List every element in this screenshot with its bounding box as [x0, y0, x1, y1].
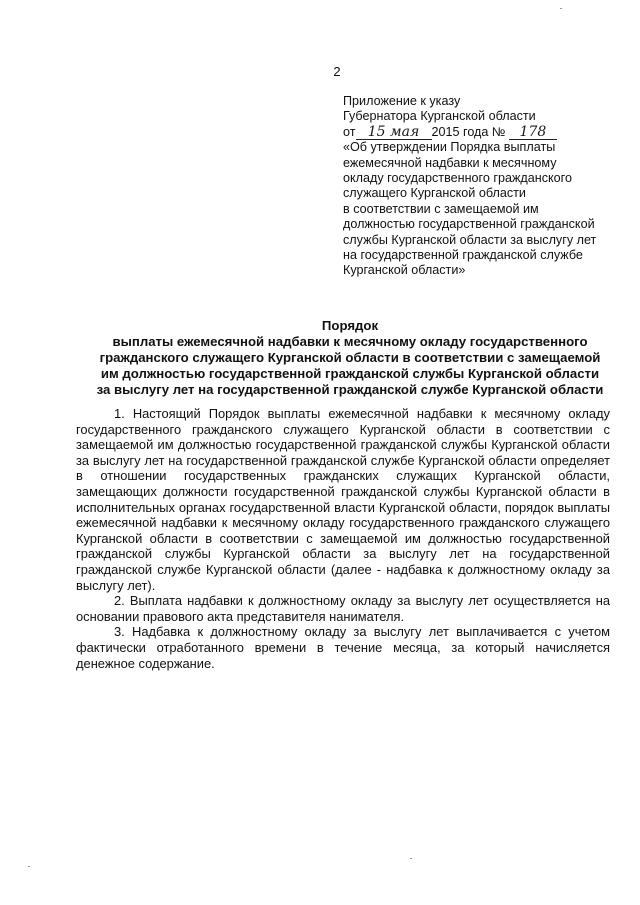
- appendix-title-line: должностью государственной гражданской: [343, 217, 595, 232]
- paragraph-3: 3. Надбавка к должностному окладу за выслугу лет выплачивается с учетом фактически отработанного времени в течение месяца, за который начисляется денежное содержание.: [76, 624, 610, 671]
- date-suffix: 2015 года №: [431, 124, 506, 139]
- date-prefix: от: [343, 124, 356, 139]
- document-body: [76, 406, 610, 671]
- page-number: 2: [333, 64, 341, 79]
- handwritten-date: 15 мая: [356, 126, 432, 140]
- scan-speck: [410, 858, 412, 859]
- appendix-title-line: в соответствии с замещаемой им: [343, 201, 539, 216]
- scan-speck: [560, 8, 562, 9]
- appendix-block: [343, 94, 623, 279]
- appendix-title-line: на государственной гражданской службе: [343, 248, 583, 263]
- handwritten-number: 178: [509, 126, 557, 140]
- document-heading: [60, 318, 640, 398]
- paragraph-2: 2. Выплата надбавки к должностному окладу за выслугу лет осуществляется на основании правового акта представителя нанимателя.: [76, 593, 610, 624]
- scan-speck: [28, 866, 30, 867]
- appendix-line: Приложение к указу: [343, 94, 461, 108]
- heading-line: выплаты ежемесячной надбавки к месячному окладу государственного: [112, 334, 588, 349]
- appendix-date-line: [343, 125, 623, 140]
- heading-title: Порядок: [321, 318, 379, 333]
- appendix-title-line: окладу государственного гражданского: [343, 171, 572, 186]
- heading-line: им должностью государственной гражданской службы Курганской области: [100, 366, 600, 381]
- appendix-title-line: Курганской области»: [343, 263, 466, 278]
- heading-line: за выслугу лет на государственной гражданской службе Курганской области: [96, 382, 604, 397]
- appendix-line: Губернатора Курганской области: [343, 109, 536, 124]
- heading-line: гражданского служащего Курганской области в соответствии с замещаемой: [99, 350, 601, 365]
- paragraph-1: 1. Настоящий Порядок выплаты ежемесячной надбавки к месячному окладу государственного гражданского служащего Курганской области в соответствии с замещаемой им должностью государственной гражданской службы Курганской области за выслугу лет на государственной гражданской службе Курганской области определяет в отношении государственных гражданских служащих Курганской области, замещающих должности государственной гражданской службы Курганской области в исполнительных органах государственной власти Курганской области, порядок выплаты ежемесячной надбавки к месячному окладу государственного гражданского служащего Курганской области в соответствии с замещаемой им должностью государственной гражданской службы Курганской области за выслугу лет на государственной гражданской службе Курганской области (далее - надбавка к должностному окладу за выслугу лет).: [76, 406, 610, 593]
- appendix-title-line: ежемесячной надбавки к месячному: [343, 155, 557, 170]
- appendix-title-line: служащего Курганской области: [343, 186, 526, 201]
- appendix-title-line: «Об утверждении Порядка выплаты: [343, 140, 556, 155]
- appendix-title-line: службы Курганской области за выслугу лет: [343, 232, 597, 247]
